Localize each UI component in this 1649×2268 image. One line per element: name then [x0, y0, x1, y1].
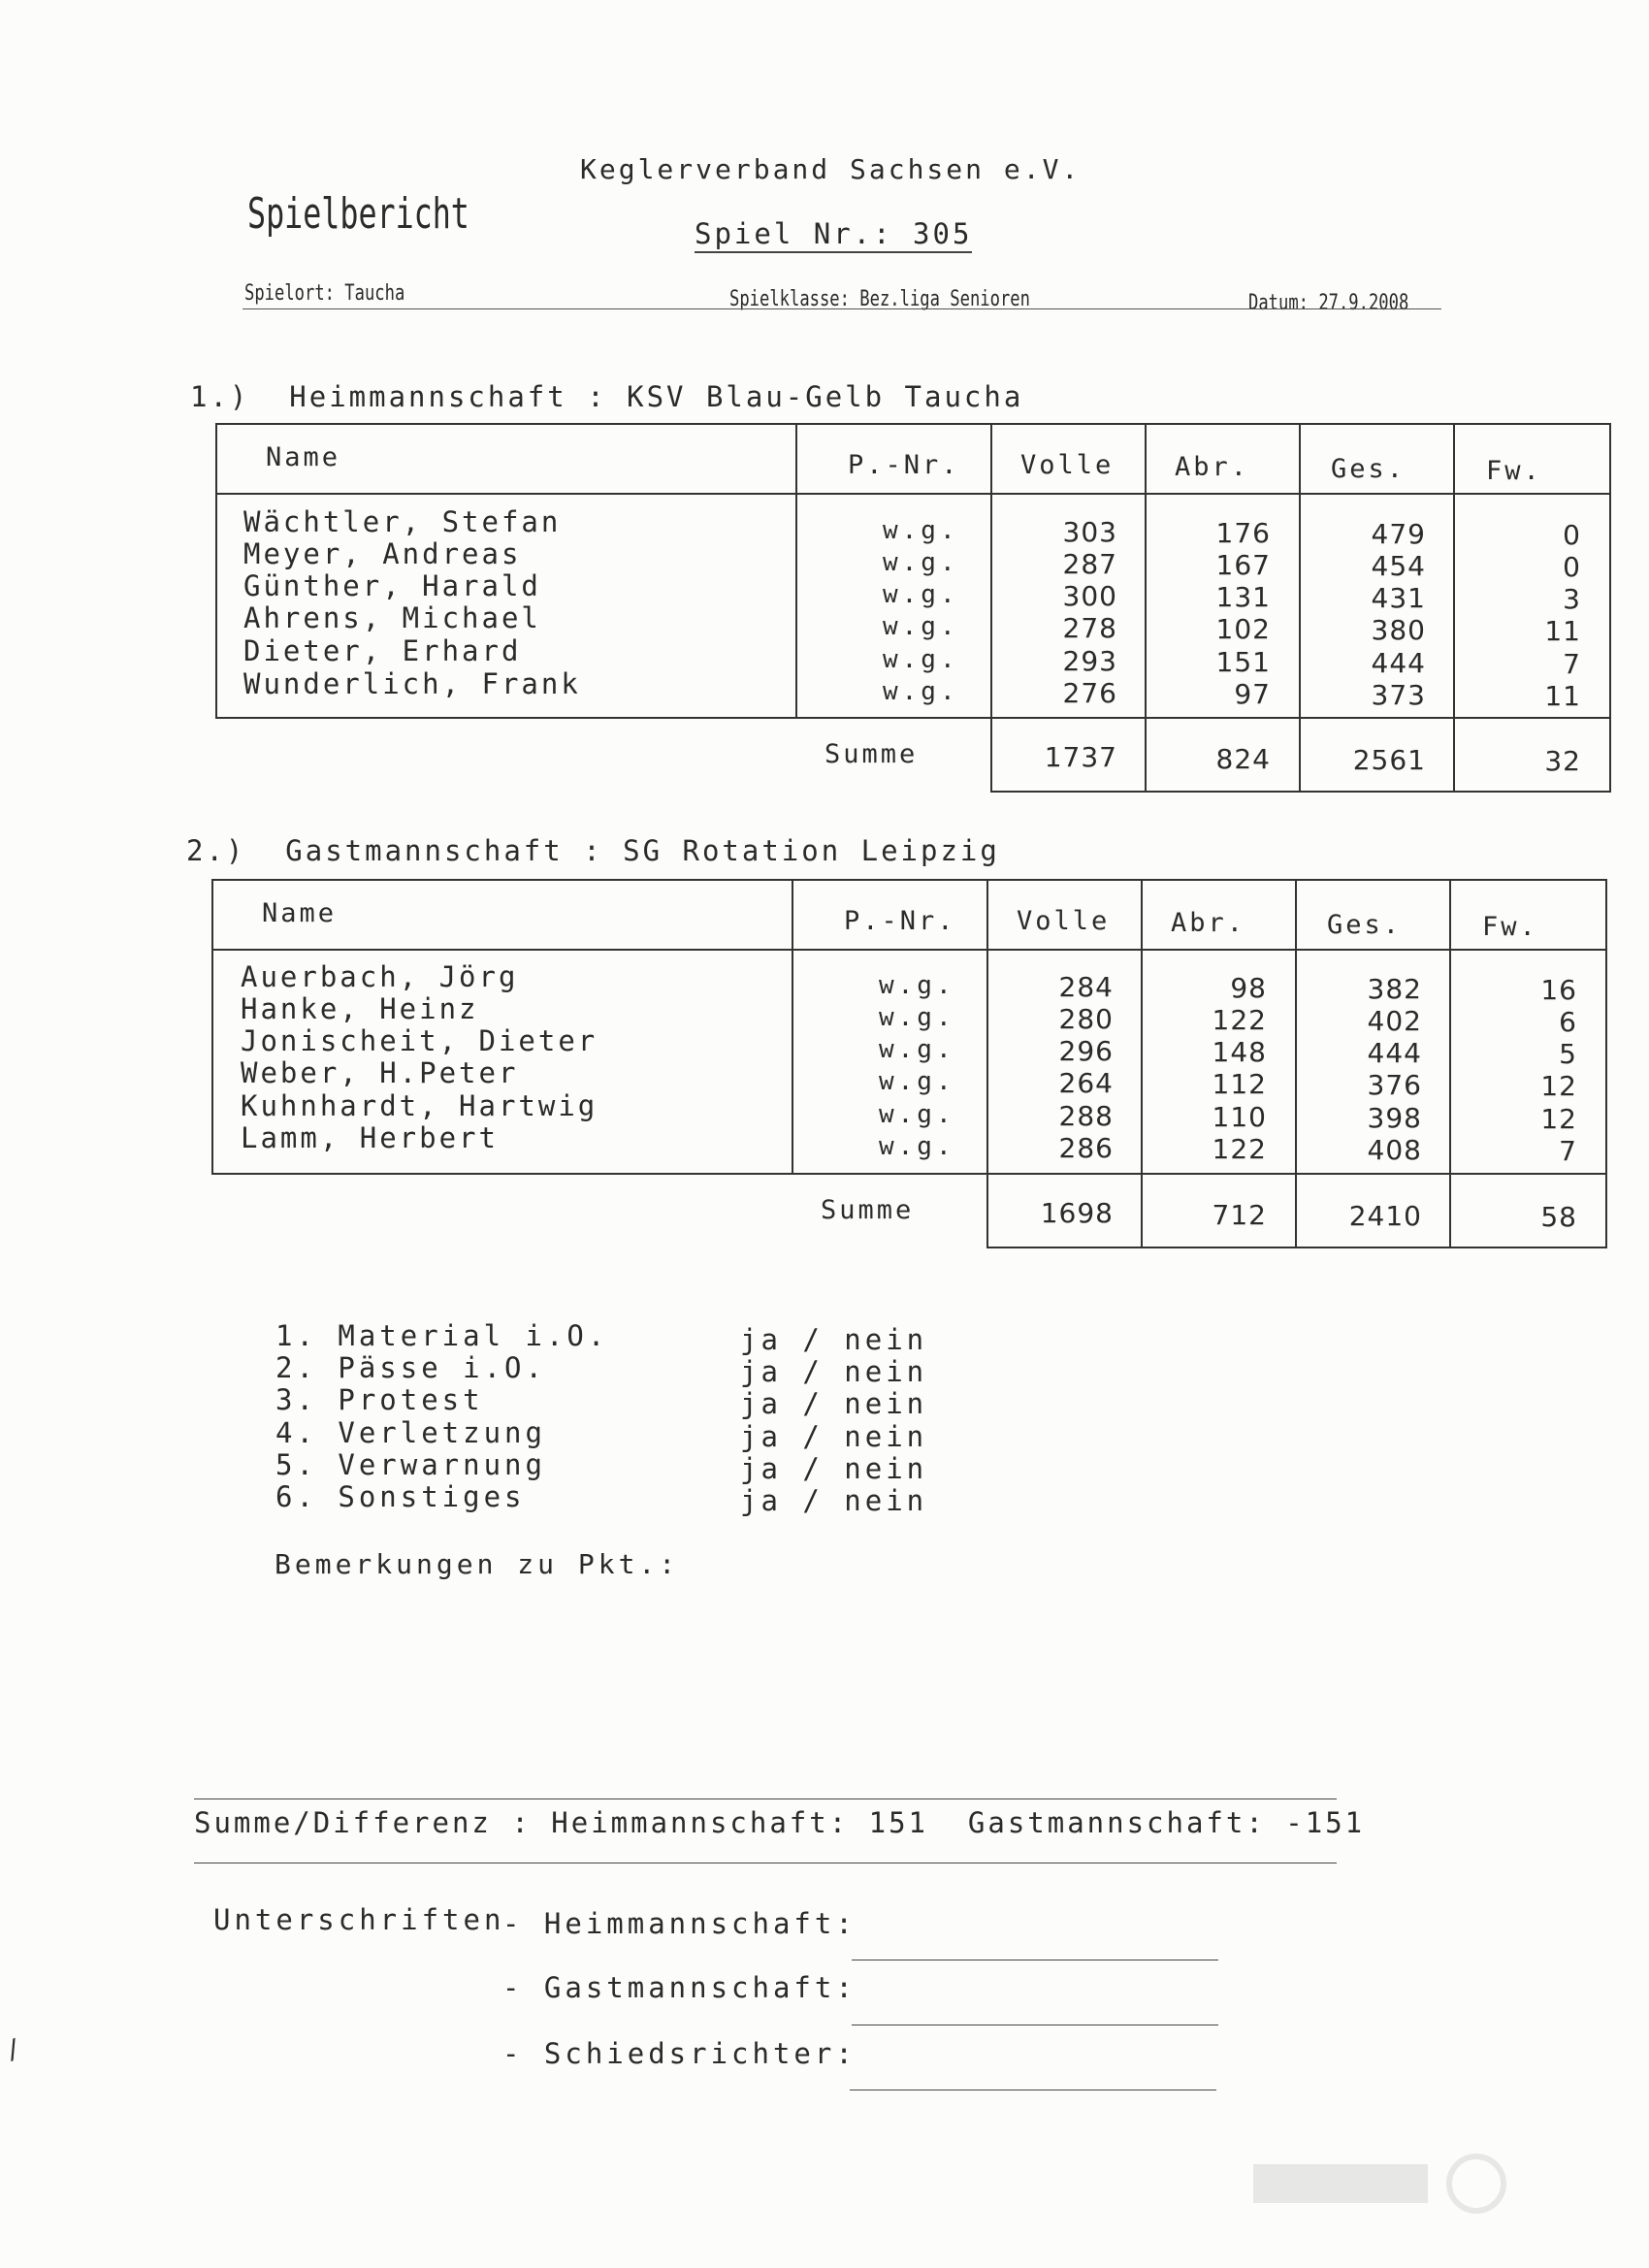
- signature-referee-label: - Schiedsrichter:: [502, 2037, 857, 2070]
- col-header-volle: Volle: [1020, 450, 1115, 480]
- player-volle: 286: [1058, 1132, 1114, 1164]
- player-name: Dieter, Erhard: [243, 634, 522, 667]
- player-pnr: w.g.: [883, 580, 959, 609]
- col-header-fw: Fw.: [1482, 912, 1538, 942]
- col-header-pnr: P.-Nr.: [848, 450, 960, 480]
- player-ges: 373: [1371, 679, 1426, 711]
- pen-mark: /: [1, 2033, 26, 2066]
- player-name: Jonischeit, Dieter: [241, 1024, 598, 1057]
- player-pnr: w.g.: [879, 1132, 955, 1161]
- col-header-ges: Ges.: [1331, 454, 1406, 484]
- organization-name: Keglerverband Sachsen e.V.: [580, 153, 1082, 185]
- col-header-volle: Volle: [1017, 906, 1111, 936]
- difference-rule-top: [194, 1798, 1337, 1799]
- game-number: Spiel Nr.: 305: [695, 217, 972, 253]
- player-pnr: w.g.: [879, 1067, 955, 1096]
- checklist-options[interactable]: ja / nein: [740, 1323, 928, 1356]
- checklist-item: 2. Pässe i.O.: [275, 1351, 546, 1384]
- checklist-options[interactable]: ja / nein: [740, 1355, 928, 1388]
- player-pnr: w.g.: [883, 548, 959, 577]
- col-header-name: Name: [266, 442, 341, 472]
- sum-label: Summe: [824, 739, 919, 769]
- player-abr: 122: [1212, 1133, 1267, 1165]
- signature-home-label: - Heimmannschaft:: [502, 1907, 857, 1940]
- player-abr: 122: [1212, 1004, 1267, 1036]
- guest-col-divider: [986, 879, 988, 1248]
- player-abr: 176: [1215, 517, 1271, 549]
- player-pnr: w.g.: [883, 612, 959, 641]
- player-volle: 287: [1062, 548, 1117, 580]
- guest-col-divider: [1449, 879, 1451, 1248]
- player-volle: 300: [1062, 580, 1117, 612]
- signatures-label: Unterschriften: [213, 1903, 505, 1936]
- checklist-options[interactable]: ja / nein: [740, 1452, 928, 1485]
- score-difference: Summe/Differenz : Heimmannschaft: 151 Gastmannschaft: -151: [194, 1806, 1366, 1839]
- player-abr: 148: [1212, 1036, 1267, 1068]
- col-header-name: Name: [262, 898, 338, 928]
- sum-ges: 2410: [1348, 1200, 1422, 1232]
- player-pnr: w.g.: [883, 677, 959, 706]
- player-abr: 151: [1215, 646, 1271, 678]
- checklist-item: 4. Verletzung: [275, 1416, 546, 1449]
- player-name: Kuhnhardt, Hartwig: [241, 1089, 598, 1122]
- player-name: Meyer, Andreas: [243, 537, 522, 570]
- home-header-divider: [215, 493, 1611, 495]
- checklist-item: 3. Protest: [275, 1383, 484, 1416]
- checklist-options[interactable]: ja / nein: [740, 1420, 928, 1453]
- player-ges: 382: [1367, 973, 1422, 1005]
- player-ges: 398: [1367, 1102, 1422, 1134]
- home-col-divider: [990, 423, 992, 793]
- player-ges: 431: [1371, 582, 1426, 614]
- home-col-divider: [795, 423, 797, 719]
- home-sum-bottom: [990, 791, 1611, 793]
- home-col-divider: [1609, 719, 1611, 793]
- player-abr: 98: [1230, 972, 1267, 1004]
- player-ges: 444: [1367, 1037, 1422, 1069]
- sum-fw: 32: [1544, 745, 1581, 777]
- player-volle: 284: [1058, 971, 1114, 1003]
- player-ges: 408: [1367, 1134, 1422, 1166]
- player-fw: 12: [1540, 1103, 1577, 1135]
- remarks-label: Bemerkungen zu Pkt.:: [275, 1548, 680, 1580]
- player-ges: 479: [1371, 518, 1426, 550]
- player-name: Hanke, Heinz: [241, 992, 479, 1025]
- player-pnr: w.g.: [879, 971, 955, 1000]
- sum-volle: 1737: [1044, 741, 1117, 773]
- sum-abr: 712: [1212, 1199, 1267, 1231]
- player-pnr: w.g.: [879, 1003, 955, 1032]
- player-name: Ahrens, Michael: [243, 601, 541, 634]
- signature-guest-label: - Gastmannschaft:: [502, 1971, 857, 2004]
- player-abr: 110: [1212, 1101, 1267, 1133]
- player-abr: 131: [1215, 581, 1271, 613]
- col-header-abr: Abr.: [1171, 908, 1246, 938]
- document-title: Spielbericht: [247, 189, 469, 239]
- player-volle: 280: [1058, 1003, 1114, 1035]
- player-fw: 3: [1563, 583, 1581, 615]
- home-col-divider: [1145, 423, 1147, 793]
- player-abr: 102: [1215, 613, 1271, 645]
- sum-abr: 824: [1215, 743, 1271, 775]
- guest-col-divider: [1295, 879, 1297, 1248]
- game-class: Spielklasse: Bez.liga Senioren: [729, 287, 1030, 311]
- player-abr: 97: [1234, 678, 1271, 710]
- sum-fw: 58: [1540, 1201, 1577, 1233]
- player-volle: 293: [1062, 645, 1117, 677]
- player-name: Lamm, Herbert: [241, 1121, 499, 1154]
- player-volle: 278: [1062, 612, 1117, 644]
- sum-volle: 1698: [1040, 1197, 1114, 1229]
- player-fw: 5: [1559, 1038, 1577, 1070]
- player-fw: 11: [1544, 615, 1581, 647]
- guest-team-title: 2.) Gastmannschaft : SG Rotation Leipzig: [186, 834, 1000, 867]
- player-fw: 7: [1559, 1135, 1577, 1167]
- sum-label: Summe: [821, 1195, 915, 1225]
- player-name: Günther, Harald: [243, 569, 541, 602]
- player-fw: 0: [1563, 519, 1581, 551]
- guest-col-divider: [1605, 1175, 1607, 1248]
- player-name: Weber, H.Peter: [241, 1056, 519, 1089]
- checklist-options[interactable]: ja / nein: [740, 1387, 928, 1420]
- player-abr: 112: [1212, 1068, 1267, 1100]
- col-header-fw: Fw.: [1486, 456, 1542, 486]
- player-ges: 376: [1367, 1069, 1422, 1101]
- player-fw: 16: [1540, 974, 1577, 1006]
- player-fw: 12: [1540, 1070, 1577, 1102]
- player-volle: 303: [1062, 516, 1117, 548]
- player-volle: 264: [1058, 1067, 1114, 1099]
- player-pnr: w.g.: [879, 1035, 955, 1064]
- guest-header-divider: [211, 949, 1607, 951]
- meta-underline: [242, 308, 1441, 309]
- guest-col-divider: [792, 879, 793, 1175]
- col-header-pnr: P.-Nr.: [844, 906, 956, 936]
- home-col-divider: [1453, 423, 1455, 793]
- bleed-through-logo: [1244, 2150, 1515, 2218]
- player-pnr: w.g.: [883, 645, 959, 674]
- player-pnr: w.g.: [883, 516, 959, 545]
- checklist-options[interactable]: ja / nein: [740, 1484, 928, 1517]
- home-team-title: 1.) Heimmannschaft : KSV Blau-Gelb Taucha: [190, 380, 1024, 413]
- home-col-divider: [1299, 423, 1301, 793]
- sum-ges: 2561: [1352, 744, 1426, 776]
- player-ges: 380: [1371, 614, 1426, 646]
- guest-col-divider: [1141, 879, 1143, 1248]
- checklist-item: 6. Sonstiges: [275, 1480, 526, 1513]
- player-name: Wächtler, Stefan: [243, 505, 562, 538]
- guest-sum-bottom: [986, 1247, 1607, 1248]
- player-volle: 288: [1058, 1100, 1114, 1132]
- player-ges: 454: [1371, 550, 1426, 582]
- player-pnr: w.g.: [879, 1100, 955, 1129]
- player-fw: 6: [1559, 1006, 1577, 1038]
- player-volle: 276: [1062, 677, 1117, 709]
- col-header-ges: Ges.: [1327, 910, 1403, 940]
- player-fw: 7: [1563, 648, 1581, 680]
- player-name: Auerbach, Jörg: [241, 960, 519, 993]
- player-fw: 11: [1544, 680, 1581, 712]
- game-place: Spielort: Taucha: [244, 281, 405, 306]
- player-name: Wunderlich, Frank: [243, 667, 581, 700]
- game-date: Datum: 27.9.2008: [1248, 291, 1409, 315]
- player-abr: 167: [1215, 549, 1271, 581]
- col-header-abr: Abr.: [1175, 452, 1250, 482]
- checklist-item: 1. Material i.O.: [275, 1319, 609, 1352]
- checklist-item: 5. Verwarnung: [275, 1448, 546, 1481]
- player-ges: 402: [1367, 1005, 1422, 1037]
- player-fw: 0: [1563, 551, 1581, 583]
- player-volle: 296: [1058, 1035, 1114, 1067]
- player-ges: 444: [1371, 647, 1426, 679]
